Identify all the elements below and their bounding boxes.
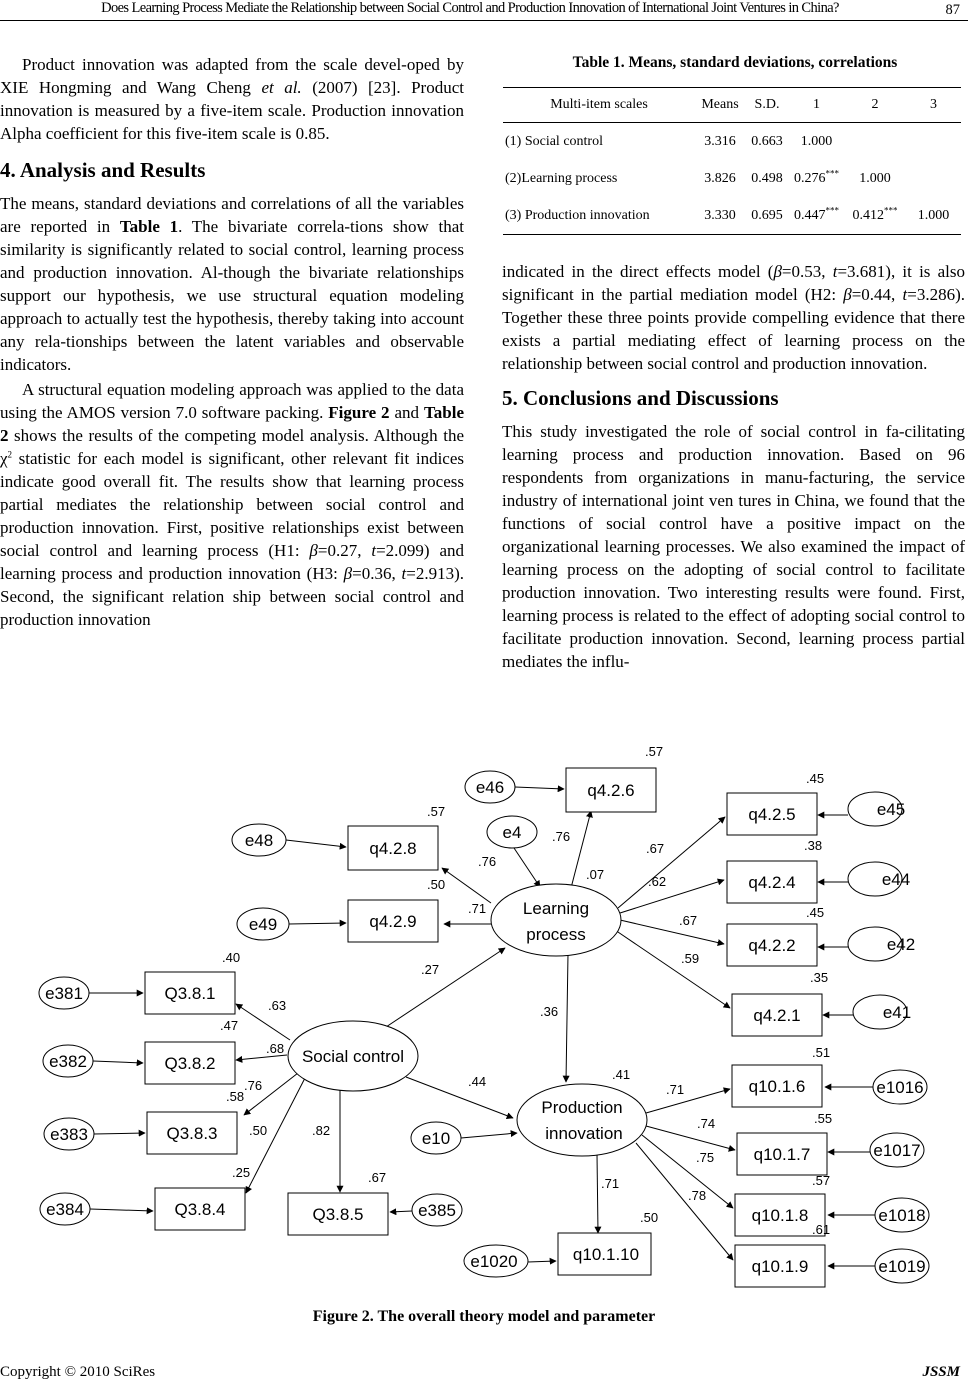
coefficient-label: .76 [478,854,497,869]
table-cell: 0.663 [751,133,783,149]
coefficient-label: .57 [812,1173,831,1188]
table-row [503,197,961,235]
error-label: e1016 [876,1078,924,1097]
table-row [503,123,961,161]
coefficient-label: .36 [540,1004,559,1019]
latent-label: Learning [522,899,590,918]
paragraph-direct-effects: indicated in the direct effects model (β=0.53, t=3.681), it is also significant in the partial mediation model (H2: β=0.44, t=3.286). Together these three points provide compelling evidence that there exists a partial mediating effect of learning process on the relationship between social control and production innovation. [502,262,966,373]
coefficient-label: .61 [812,1222,831,1237]
journal-name: JSSM [922,1364,960,1380]
table-caption: Table 1. Means, standard deviations, correlations [572,54,898,71]
coefficient-label: .47 [220,1018,239,1033]
coefficient-label: .57 [427,804,446,819]
coefficient-label: .63 [268,998,287,1013]
coefficient-label: .67 [679,913,698,928]
error-label: e385 [418,1201,456,1220]
paragraph-means: The means, standard deviations and correlations of all the variables are reported in Table 1. The bivariate correla-tions show that similarity is significantly related to social control, learning process and production innovation. Al-though the bivariate relationships support our hypothesis, we use structural equation modeling approach to actually test the hypothesis, thereby taking into account any rela-tionships between the latent variables and observable indicators. [0,194,464,374]
table-cell [844,123,906,161]
error-label: e383 [50,1125,88,1144]
coefficient-label: .40 [222,950,241,965]
indicator-label: q4.2.6 [587,781,635,800]
indicator-label: q10.1.8 [751,1206,809,1225]
running-header [0,0,968,26]
paragraph-sem: A structural equation modeling approach was applied to the data using the AMOS version 7.0 software packing. Figure 2 and Table 2 shows the results of the competing model analysis. Although the $\chi^2$ statistic for each model is significant, other relevant fit indices indicate good overall fit. The results show that learning process partial mediates the relationship between social control and production innovation. First, positive relationships exist between social control and learning process (H1: β=0.27, t=2.099) and learning process and production innovation (H3: β=0.36, t=2.913). Second, the significant relation ship between social control and production innovation [0,380,465,629]
coefficient-label: .45 [806,771,825,786]
indicator-label: q4.2.5 [748,805,796,824]
error-label: e42 [886,935,916,954]
section-heading-analysis: 4. Analysis and Results [0,158,206,182]
running-title: Does Learning Process Mediate the Relationship between Social Control and Production Innovation of International Joint Ventures in China? [101,0,839,16]
table-cell: (1) Social control [505,133,603,149]
coefficient-label: .50 [427,877,446,892]
table-header-row [503,88,961,123]
error-label: e381 [45,984,83,1003]
table-cell: 0.412*** [844,197,906,235]
coefficient-label: .71 [468,901,487,916]
latent-label: Social control [301,1047,405,1066]
latent-label: Production [541,1098,623,1117]
left-column [0,53,464,631]
error-label: e49 [248,915,278,934]
coefficient-label: .82 [312,1123,331,1138]
error-label: e44 [881,870,911,889]
indicator-label: q4.2.1 [753,1006,801,1025]
table-cell: 1.000 [859,170,891,186]
coefficient-label: .07 [586,867,605,882]
error-label: e1018 [878,1206,926,1225]
indicator-label: Q3.8.4 [174,1200,226,1219]
indicator-label: q4.2.8 [369,839,417,858]
page-number: 87 [945,2,960,18]
right-column [502,260,965,673]
table-cell: (3) Production innovation [503,197,695,235]
latent-ellipse [517,1084,647,1156]
figure-caption: Figure 2. The overall theory model and parameter [312,1308,656,1325]
error-label: e10 [421,1129,451,1148]
indicator-label: q10.1.6 [748,1077,806,1096]
latent-label: innovation [545,1124,623,1143]
error-label: e384 [46,1200,84,1219]
table-cell [906,123,961,161]
column-header: S.D. [745,88,789,123]
table-row [503,160,961,197]
coefficient-label: .75 [696,1150,715,1165]
error-label: e46 [475,778,505,797]
correlation-table [503,87,961,235]
coefficient-label: .44 [468,1074,487,1089]
coefficient-label: .50 [249,1123,268,1138]
coefficient-label: .78 [688,1188,707,1203]
coefficient-label: .50 [640,1210,659,1225]
coefficient-label: .62 [648,874,667,889]
paragraph-conclusions: This study investigated the role of social control in fa-cilitating learning process and production innovation. Based on 96 respondents from organizations in manu-facturing, the service industry of international joint ven tures in China, we found that the functions of social control have a positive impact on the organizational learning processes. We also examined the impact of learning process on the adopting of social control to facilitate production innovation. Two interesting results were found. First, learning process is related to the effect of adopting social control to facilitate production innovation. Second, learning process partial mediates the influ- [502,422,965,671]
column-header: Means [695,88,745,123]
sem-diagram [0,738,968,1306]
coefficient-label: .57 [645,744,664,759]
table-cell: 3.330 [695,197,745,235]
coefficient-label: .68 [266,1041,285,1056]
coefficient-label: .41 [612,1067,631,1082]
table-cell: 0.447*** [789,197,844,235]
coefficient-label: .71 [666,1082,685,1097]
latent-ellipse [491,884,621,956]
error-label: e45 [876,800,906,819]
indicator-label: Q3.8.1 [164,984,216,1003]
error-label: e1017 [873,1141,921,1160]
column-header: 1 [789,88,844,123]
table-cell: 3.316 [704,133,736,149]
indicator-label: q4.2.9 [369,912,417,931]
table-cell: 1.000 [800,133,833,149]
coefficient-label: .45 [806,905,825,920]
coefficient-label: .74 [697,1116,716,1131]
coefficient-label: .51 [812,1045,831,1060]
coefficient-label: .58 [226,1089,245,1104]
copyright: Copyright © 2010 SciRes [0,1364,156,1380]
table-cell: 3.826 [704,170,736,186]
indicator-label: Q3.8.3 [166,1124,218,1143]
indicator-label: Q3.8.5 [312,1205,364,1224]
coefficient-label: .38 [804,838,823,853]
table-cell: 0.695 [745,197,789,235]
table-cell: 0.276*** [794,167,839,186]
column-header: 3 [906,88,961,123]
indicator-label: q10.1.7 [753,1145,811,1164]
coefficient-label: .59 [681,951,700,966]
error-label: e1020 [470,1252,518,1271]
coefficient-label: .27 [421,962,440,977]
error-label: e382 [49,1052,87,1071]
error-label: e1019 [878,1257,926,1276]
coefficient-label: .25 [232,1165,251,1180]
error-label: e48 [244,831,274,850]
error-label: e4 [502,823,522,842]
column-header: Multi-item scales [503,88,695,123]
table-cell: 1.000 [906,197,961,235]
indicator-label: q10.1.10 [572,1245,640,1264]
coefficient-label: .67 [368,1170,387,1185]
latent-label: process [526,925,586,944]
coefficient-label: .67 [646,841,665,856]
indicator-label: q10.1.9 [751,1257,809,1276]
table-cell: (2)Learning process [505,170,618,186]
paragraph-measures: Product innovation was adapted from the scale devel-oped by XIE Hongming and Wang Cheng et al. (2007) [23]. Product innovation is measured by a five-item scale. Production innovation Alpha coefficient for this five-item scale is 0.85. [0,55,464,143]
coefficient-label: .76 [552,829,571,844]
indicator-label: Q3.8.2 [164,1054,216,1073]
coefficient-label: .35 [810,970,829,985]
column-header: 2 [844,88,906,123]
coefficient-label: .76 [244,1078,263,1093]
error-label: e41 [882,1003,912,1022]
indicator-label: q4.2.2 [748,936,796,955]
table-cell [906,160,961,197]
coefficient-label: .71 [601,1176,620,1191]
section-heading-conclusions: 5. Conclusions and Discussions [502,386,779,410]
indicator-label: q4.2.4 [748,873,796,892]
table-cell: 0.498 [751,170,783,186]
coefficient-label: .55 [814,1111,833,1126]
header-rule [0,20,968,21]
